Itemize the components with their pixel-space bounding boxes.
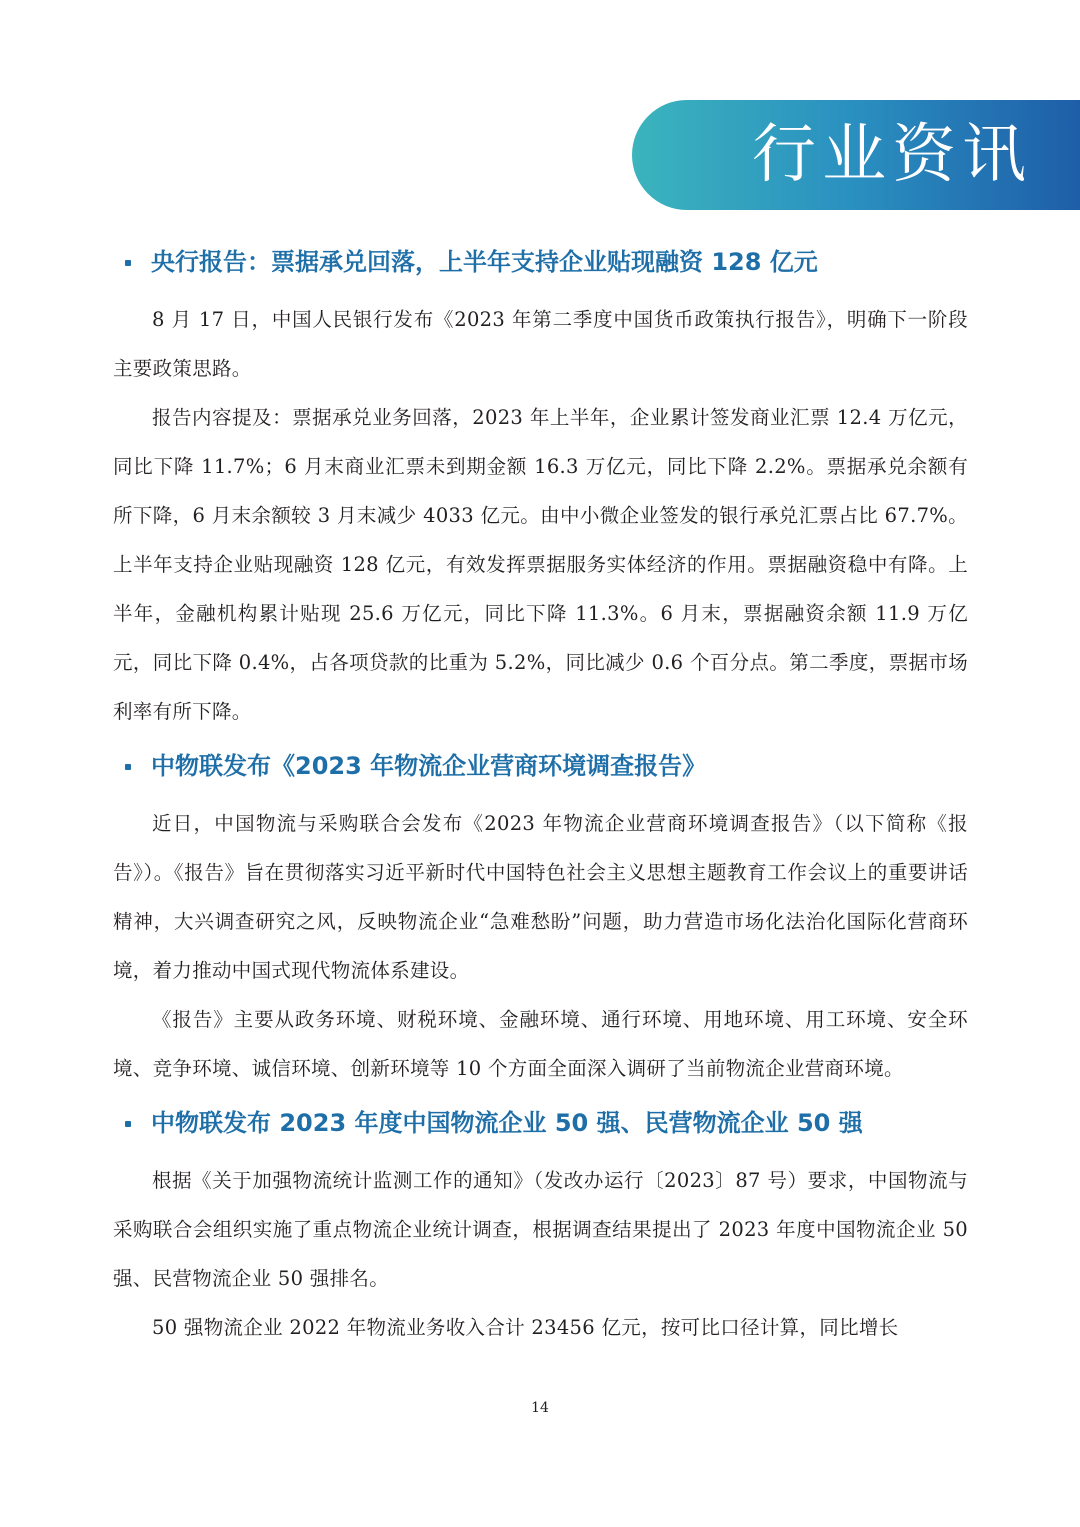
- paragraph: 近日，中国物流与采购联合会发布《2023 年物流企业营商环境调查报告》（以下简称《报告》）。《报告》旨在贯彻落实习近平新时代中国特色社会主义思想主题教育工作会议上的重要讲话精神，大兴调查研究之风，反映物流企业“急难愁盼”问题，助力营造市场化法治化国际化营商环境，着力推动中国式现代物流体系建设。: [113, 812, 968, 982]
- article-body: [113, 238, 968, 1352]
- news-heading-business-environment-report: [113, 742, 968, 791]
- heading-text: 中物联发布 2023 年度中国物流企业 50 强、民营物流企业 50 强: [151, 1109, 863, 1137]
- news-heading-pboc-report: [113, 238, 968, 287]
- bullet-icon: [125, 1121, 131, 1127]
- page-number: 14: [531, 1400, 549, 1416]
- news-heading-top50-logistics: [113, 1099, 968, 1148]
- paragraph: 报告内容提及：票据承兑业务回落，2023 年上半年，企业累计签发商业汇票 12.4 万亿元，同比下降 11.7%；6 月末商业汇票未到期金额 16.3 万亿元，同比下降 2.2%。票据承兑余额有所下降，6 月末余额较 3 月末减少 4033 亿元。由中小微企业签发的银行承兑汇票占比 67.7%。上半年支持企业贴现融资 128 亿元，有效发挥票据服务实体经济的作用。票据融资稳中有降。上半年，金融机构累计贴现 25.6 万亿元，同比下降 11.3%。6 月末，票据融资余额 11.9 万亿元，同比下降 0.4%，占各项贷款的比重为 5.2%，同比减少 0.6 个百分点。第二季度，票据市场利率有所下降。: [113, 406, 968, 723]
- bullet-icon: [125, 260, 131, 266]
- section-title: 行业资讯: [752, 118, 1032, 192]
- section-banner: [632, 100, 1080, 210]
- heading-text: 央行报告：票据承兑回落，上半年支持企业贴现融资 128 亿元: [151, 248, 818, 276]
- paragraph: 50 强物流企业 2022 年物流业务收入合计 23456 亿元，按可比口径计算，同比增长: [152, 1316, 899, 1339]
- bullet-icon: [125, 764, 131, 770]
- paragraph: 根据《关于加强物流统计监测工作的通知》（发改办运行〔2023〕87 号）要求，中国物流与采购联合会组织实施了重点物流企业统计调查，根据调查结果提出了 2023 年度中国物流企业 50 强、民营物流企业 50 强排名。: [113, 1169, 968, 1290]
- paragraph: 8 月 17 日，中国人民银行发布《2023 年第二季度中国货币政策执行报告》，明确下一阶段主要政策思路。: [113, 308, 968, 380]
- paragraph: 《报告》主要从政务环境、财税环境、金融环境、通行环境、用地环境、用工环境、安全环境、竞争环境、诚信环境、创新环境等 10 个方面全面深入调研了当前物流企业营商环境。: [113, 1008, 968, 1080]
- heading-text: 中物联发布《2023 年物流企业营商环境调查报告》: [151, 752, 707, 780]
